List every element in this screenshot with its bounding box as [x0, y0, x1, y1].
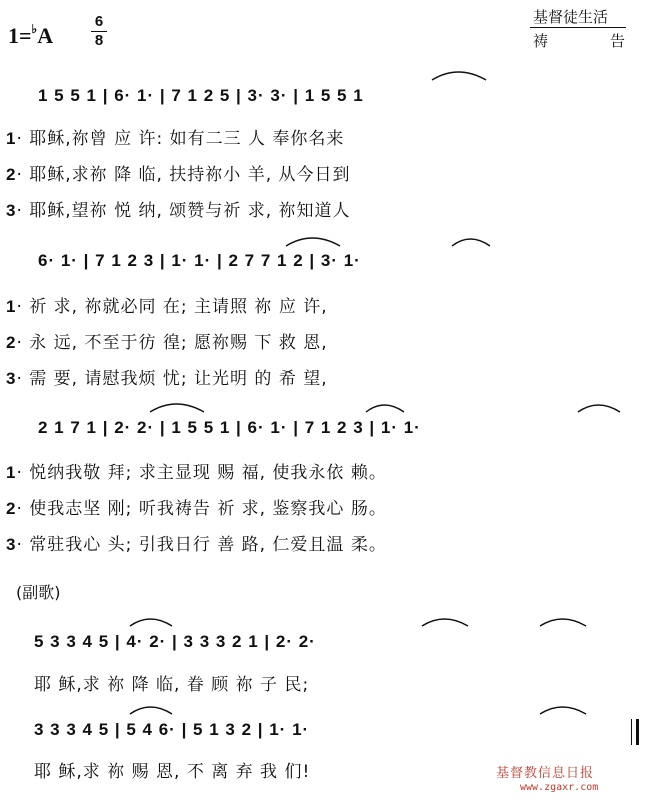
tie-mark [540, 707, 586, 714]
lyric-text: 耶稣,祢曾 应 许: 如有二三 人 奉你名来 [29, 129, 345, 149]
verse-2-line-1: 2· 耶稣,求祢 降 临, 扶持祢小 羊, 从今日到 [6, 165, 351, 185]
refrain-lyrics-line-1: 耶 稣,求 祢 降 临, 眷 顾 祢 子 民; [34, 675, 310, 695]
refrain-notes-line-2: 3 3 3 4 5 | 5 4 6· | 5 1 3 2 | 1· 1· [34, 720, 310, 739]
verse-number: 1 [6, 463, 17, 482]
tie-mark [422, 619, 468, 626]
notes-line-3: 2 1 7 1 | 2· 2· | 1 5 5 1 | 6· 1· | 7 1 2 3 | 1· 1· [38, 418, 421, 437]
lyric-text: 耶稣,求祢 降 临, 扶持祢小 羊, 从今日到 [29, 165, 351, 185]
tie-mark [130, 619, 172, 626]
tie-mark [150, 404, 204, 412]
hymn-category: 基督徒生活 [533, 8, 609, 26]
key-signature: 1=♭A [8, 22, 54, 48]
tie-mark [286, 238, 340, 246]
flat-sign: ♭ [31, 22, 38, 36]
watermark-url: www.zgaxr.com [520, 782, 599, 793]
tie-mark [452, 239, 490, 246]
refrain-label: (副歌) [16, 583, 61, 602]
verse-1-line-1: 1· 耶稣,祢曾 应 许: 如有二三 人 奉你名来 [6, 129, 345, 149]
notes-line-2: 6· 1· | 7 1 2 3 | 1· 1· | 2 7 7 1 2 | 3· 1· [38, 251, 361, 270]
verse-number: 2 [6, 499, 17, 518]
lyric-text: 使我志坚 刚; 听我祷告 祈 求, 鉴察我心 肠。 [29, 499, 387, 519]
lyric-text: 悦纳我敬 拜; 求主显现 赐 福, 使我永依 赖。 [29, 463, 387, 483]
verse-2-line-2: 2· 永 远, 不至于彷 徨; 愿祢赐 下 救 恩, [6, 333, 328, 353]
lyric-text: 常驻我心 头; 引我日行 善 路, 仁爱且温 柔。 [29, 535, 387, 555]
verse-number: 2 [6, 165, 17, 184]
lyric-text: 祈 求, 祢就必同 在; 主请照 祢 应 许, [29, 297, 328, 317]
verse-number: 3 [6, 369, 17, 388]
verse-3-line-3: 3· 常驻我心 头; 引我日行 善 路, 仁爱且温 柔。 [6, 535, 387, 555]
tie-mark [366, 405, 404, 412]
hymn-subcategory-left: 祷 [533, 32, 549, 50]
lyric-text: 永 远, 不至于彷 徨; 愿祢赐 下 救 恩, [29, 333, 328, 353]
verse-number: 3 [6, 535, 17, 554]
verse-number: 1 [6, 129, 17, 148]
tie-mark [540, 619, 586, 626]
lyric-text: 耶稣,望祢 悦 纳, 颂赞与祈 求, 祢知道人 [29, 201, 351, 221]
verse-number: 1 [6, 297, 17, 316]
refrain-notes-line-1: 5 3 3 4 5 | 4· 2· | 3 3 3 2 1 | 2· 2· [34, 632, 316, 651]
lyric-text: 需 要, 请慰我烦 忧; 让光明 的 希 望, [29, 369, 328, 389]
verse-number: 3 [6, 201, 17, 220]
notes-line-1: 1 5 5 1 | 6· 1· | 7 1 2 5 | 3· 3· | 1 5 5 1 [38, 86, 364, 105]
verse-number: 2 [6, 333, 17, 352]
tie-mark [578, 405, 620, 412]
tie-mark [432, 72, 486, 80]
verse-2-line-3: 2· 使我志坚 刚; 听我祷告 祈 求, 鉴察我心 肠。 [6, 499, 387, 519]
verse-1-line-3: 1· 悦纳我敬 拜; 求主显现 赐 福, 使我永依 赖。 [6, 463, 387, 483]
hymn-subcategory-right: 告 [610, 32, 626, 50]
refrain-lyrics-line-2: 耶 稣,求 祢 赐 恩, 不 离 弃 我 们! [34, 762, 311, 782]
verse-3-line-2: 3· 需 要, 请慰我烦 忧; 让光明 的 希 望, [6, 369, 328, 389]
watermark-text: 基督教信息日报 [496, 766, 595, 781]
time-signature: 6 8 [91, 14, 107, 49]
tie-mark [130, 707, 172, 714]
verse-1-line-2: 1· 祈 求, 祢就必同 在; 主请照 祢 应 许, [6, 297, 328, 317]
verse-3-line-1: 3· 耶稣,望祢 悦 纳, 颂赞与祈 求, 祢知道人 [6, 201, 351, 221]
